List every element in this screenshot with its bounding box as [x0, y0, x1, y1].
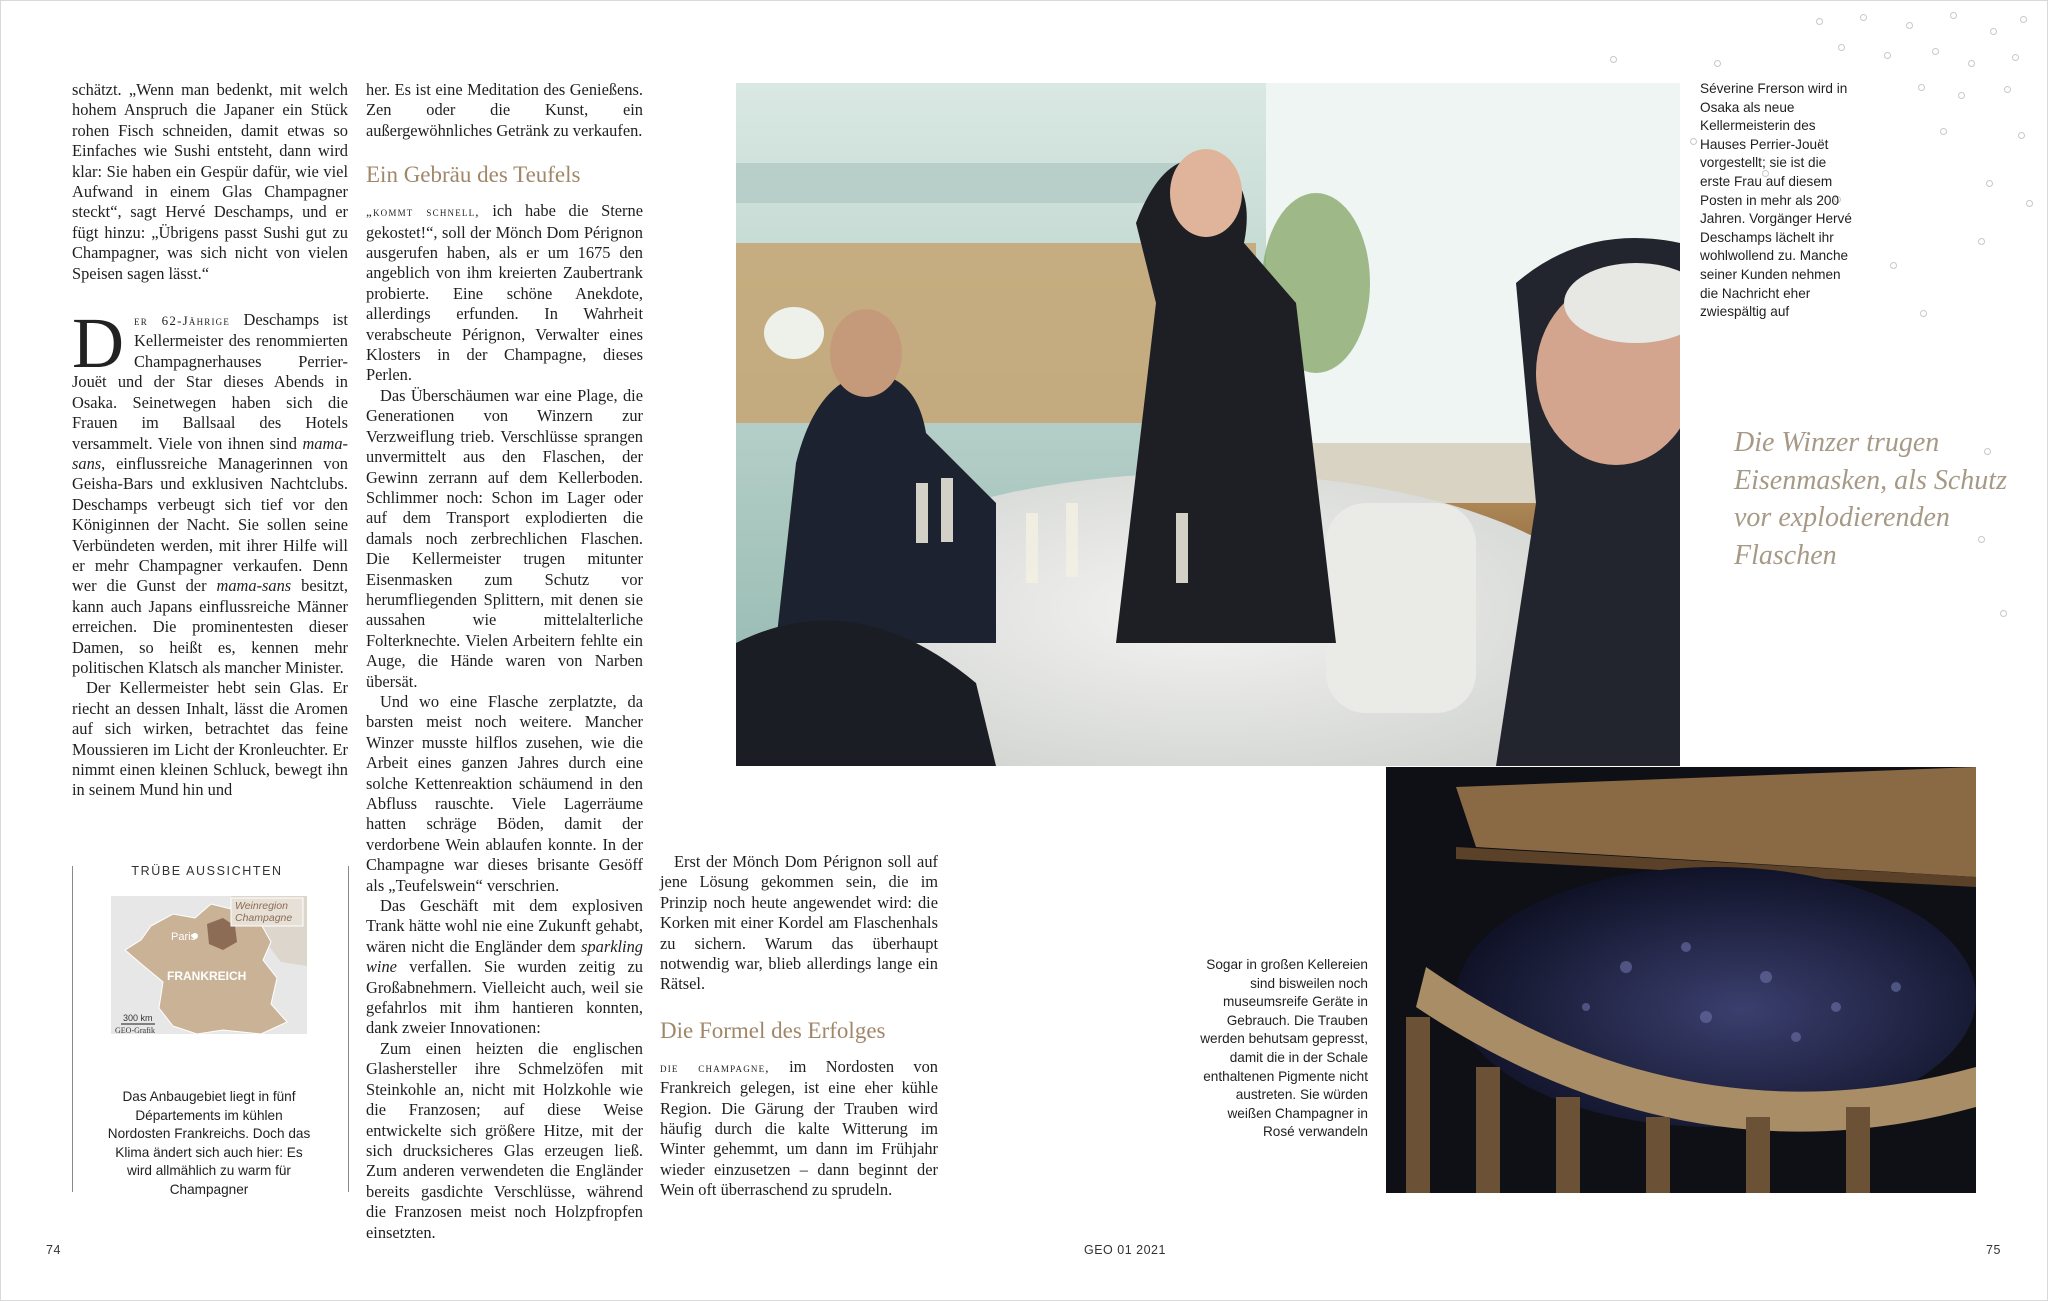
paragraph: [366, 201, 643, 386]
text-column-2: [366, 80, 643, 1243]
emphasis: mama-sans: [72, 433, 348, 473]
infobox-rule-left: [72, 866, 73, 1192]
text-run: Das Geschäft mit dem explosiven Trank hätte wohl nie eine Zukunft gehabt, wären nicht die Engländer dem: [366, 896, 643, 956]
map-credit: GEO-Grafik: [115, 1026, 155, 1034]
paragraph: Das Überschäumen war eine Plage, die Generationen von Winzern zur Verzweiflung trieb. Verschlüsse sprangen unvermittelt aus den Flaschen, der Gewinn zerrann auf dem Kellerboden. Schlimmer noch: Schon im Lager oder auf dem Transport explodierten die damals noch zerbrechlichen Flaschen. Die Kellermeister trugen mitunter Eisenmasken zum Schutz vor herumfliegenden Splittern, mit denen sie aussahen wie mittelalterliche Folterknechte. Vielen Arbeitern fehlte ein Auge, die Hände waren von Narben übersät.: [366, 385, 643, 691]
paragraph: Zum einen heizten die englischen Glashersteller ihre Schmelzöfen mit Steinkohle an, nicht mit Holzkohle wie die Franzosen; auf diese Weise entwickelte sich größere Hitze, mit der sich drucksicheres Glas erzeugen ließ. Zum anderen verwendeten die Engländer bereits gasdichte Verschlüsse, während die Franzosen meist noch Holzpfropfen einsetzten.: [366, 1038, 643, 1242]
photo-man-face: [830, 309, 902, 397]
emphasis: sparkling wine: [366, 936, 643, 977]
map-scale-label: 300 km: [123, 1013, 153, 1023]
subheading: Die Formel des Erfolges: [660, 1017, 886, 1043]
photo-caption-banquet: Séverine Frerson wird in Osaka als neue Kellermeisterin des Hauses Perrier-Jouët vorgestellt; sie ist die erste Frau auf diesem Posten in mehr als 200 Jahren. Vorgänger Hervé Deschamps lächelt ihr wohlwollend zu. Manche seiner Kunden nehmen die Nachricht eher zwiespältig auf: [1700, 81, 1852, 320]
text-run: verfallen. Sie wurden zeitig zu Großabnehmern. Vielleicht auch, weil sie gefahrlos mit ihm hantieren konnten, dank zweier Innovationen:: [366, 957, 643, 1038]
photo-chair: [1326, 503, 1476, 713]
emphasis: mama-sans: [216, 576, 292, 596]
photo-flowers-left: [764, 307, 824, 359]
map-region-label: Weinregion: [235, 900, 288, 912]
paragraph: Und wo eine Flasche zerplatzte, da barsten meist noch weitere. Mancher Winzer musste hilflos zusehen, wie die Arbeit eines ganzen Jahres durch eine solche Kettenreaktion schäumend in den Abfluss rauschte. Viele Lagerräume hatten schräge Böden, damit der verdorbene Wein ablaufen konnte. In der Champagne war dieses brisante Gesöff als „Teufelswein“ verschrien.: [366, 691, 643, 895]
paragraph: [366, 896, 643, 1039]
text-run: besitzt, kann auch Japans einflussreiche Männer erreichen. Die prominentesten dieser Damen, so heißt es, kennen mehr politischen Klatsch als mancher Minister.: [72, 576, 349, 677]
photo-ceiling-panels: [736, 163, 1206, 203]
map-city-label: Paris: [171, 931, 197, 943]
lead-in: die champagne,: [660, 1059, 770, 1075]
pull-quote: Die Winzer trugen Eisenmasken, als Schutz vor explodierenden Flaschen: [1734, 427, 2007, 571]
paragraph: [72, 303, 349, 678]
text-column-1: [72, 80, 348, 801]
lead-in: „kommt schnell,: [366, 204, 480, 220]
subheading: Ein Gebräu des Teufels: [366, 162, 581, 188]
magazine-issue: GEO 01 2021: [1084, 1243, 1166, 1257]
photo-grape-press: [1386, 767, 1976, 1193]
lead-in: er 62-Jährige: [134, 313, 231, 329]
france-map: [111, 896, 307, 1034]
paragraph: Der Kellermeister hebt sein Glas. Er riecht an dessen Inhalt, lässt die Aromen auf sich wirken, betrachtet das feine Moussieren im Licht der Kronleuchter. Er nimmt einen kleinen Schluck, bewegt ihn in seinem Mund hin und: [72, 678, 348, 800]
text-run: ich habe die Sterne gekostet!“, soll der Mönch Dom Pérignon ausgerufen haben, als er um 1675 den angeblich von ihm kreierten Zaubertrank probierte. Eine schöne Anekdote, allerdings erfunden. In Wahrheit verabscheute Pérignon, Verwalter eines Klosters in der Champagne, dieses Perlen.: [366, 201, 643, 385]
photo-banquet: [736, 83, 1680, 766]
photo-woman-face: [1170, 149, 1242, 237]
infobox-caption: Das Anbaugebiet liegt in fünf Départements im kühlen Nordosten Frankreichs. Doch das Klima ändert sich auch hier: Es wird allmählich zu warm für Champagner: [107, 1089, 311, 1197]
map-country-label: FRANKREICH: [167, 969, 247, 983]
text-run: im Nordosten von Frankreich gelegen, ist eine eher kühle Region. Die Gärung der Trauben wird häufig durch die kalte Witterung im Winter gehemmt, um dann im Frühjahr wieder einzusetzen – dann beginnt der Wein oft überraschend zu sprudeln.: [660, 1056, 939, 1200]
paragraph: [660, 1057, 938, 1201]
text-run: , einflussreiche Managerinnen von Geisha-Bars und exklusiven Nachtclubs. Deschamps verbeugt sich tief vor den Königinnen der Nacht. Sie sollen seine Verbündeten werden, mit ihrer Hilfe will er mehr Champagner verkaufen. Denn wer die Gunst der: [72, 453, 348, 596]
paragraph: Erst der Mönch Dom Pérignon soll auf jene Lösung gekommen sein, die im Prinzip noch heute angewendet wird: die Korken mit einer Kordel am Flaschenhals zu sichern. Warum das überhaupt notwendig war, blieb allerdings lange ein Rätsel.: [660, 852, 938, 994]
page-number-right: 75: [1986, 1243, 2001, 1257]
map-region-label: Champagne: [235, 912, 293, 924]
paragraph: schätzt. „Wenn man bedenkt, mit welch hohem Anspruch die Japaner ein Stück rohen Fisch schneiden, damit etwas so Einfaches wie Sushi entsteht, dann wird klar: Sie haben ein Gespür dafür, wie viel Aufwand in einem Glas Champagner steckt“, sagt Hervé Deschamps, und er fügt hinzu: „Übrigens passt Sushi gut zu Champagner, was sich nicht von vielen Speisen sagen lässt.“: [72, 80, 348, 283]
photo-caption-grape-press: Sogar in großen Kellereien sind bisweilen noch museumsreife Geräte in Gebrauch. Die Trauben werden behutsam gepresst, damit die in der Schale enthaltenen Pigmente nicht austreten. Sie würden weißen Champagner in Rosé verwandeln: [1200, 957, 1368, 1140]
drop-cap: D: [72, 303, 124, 384]
infobox-title: TRÜBE AUSSICHTEN: [131, 864, 283, 878]
text-column-3: [660, 852, 938, 1201]
text-run: Deschamps ist Kellermeister des renommierten Champagnerhauses Perrier-Jouët und der Star dieses Abends in Osaka. Seinetwegen haben sich die Frauen im Ballsaal des Hotels versammelt. Viele von ihnen sind: [72, 310, 348, 453]
page-number-left: 74: [46, 1243, 61, 1257]
infobox-rule-right: [348, 866, 349, 1192]
paragraph: her. Es ist eine Meditation des Genießens. Zen oder die Kunst, ein außergewöhnliches Getränk zu verkaufen.: [366, 80, 643, 140]
